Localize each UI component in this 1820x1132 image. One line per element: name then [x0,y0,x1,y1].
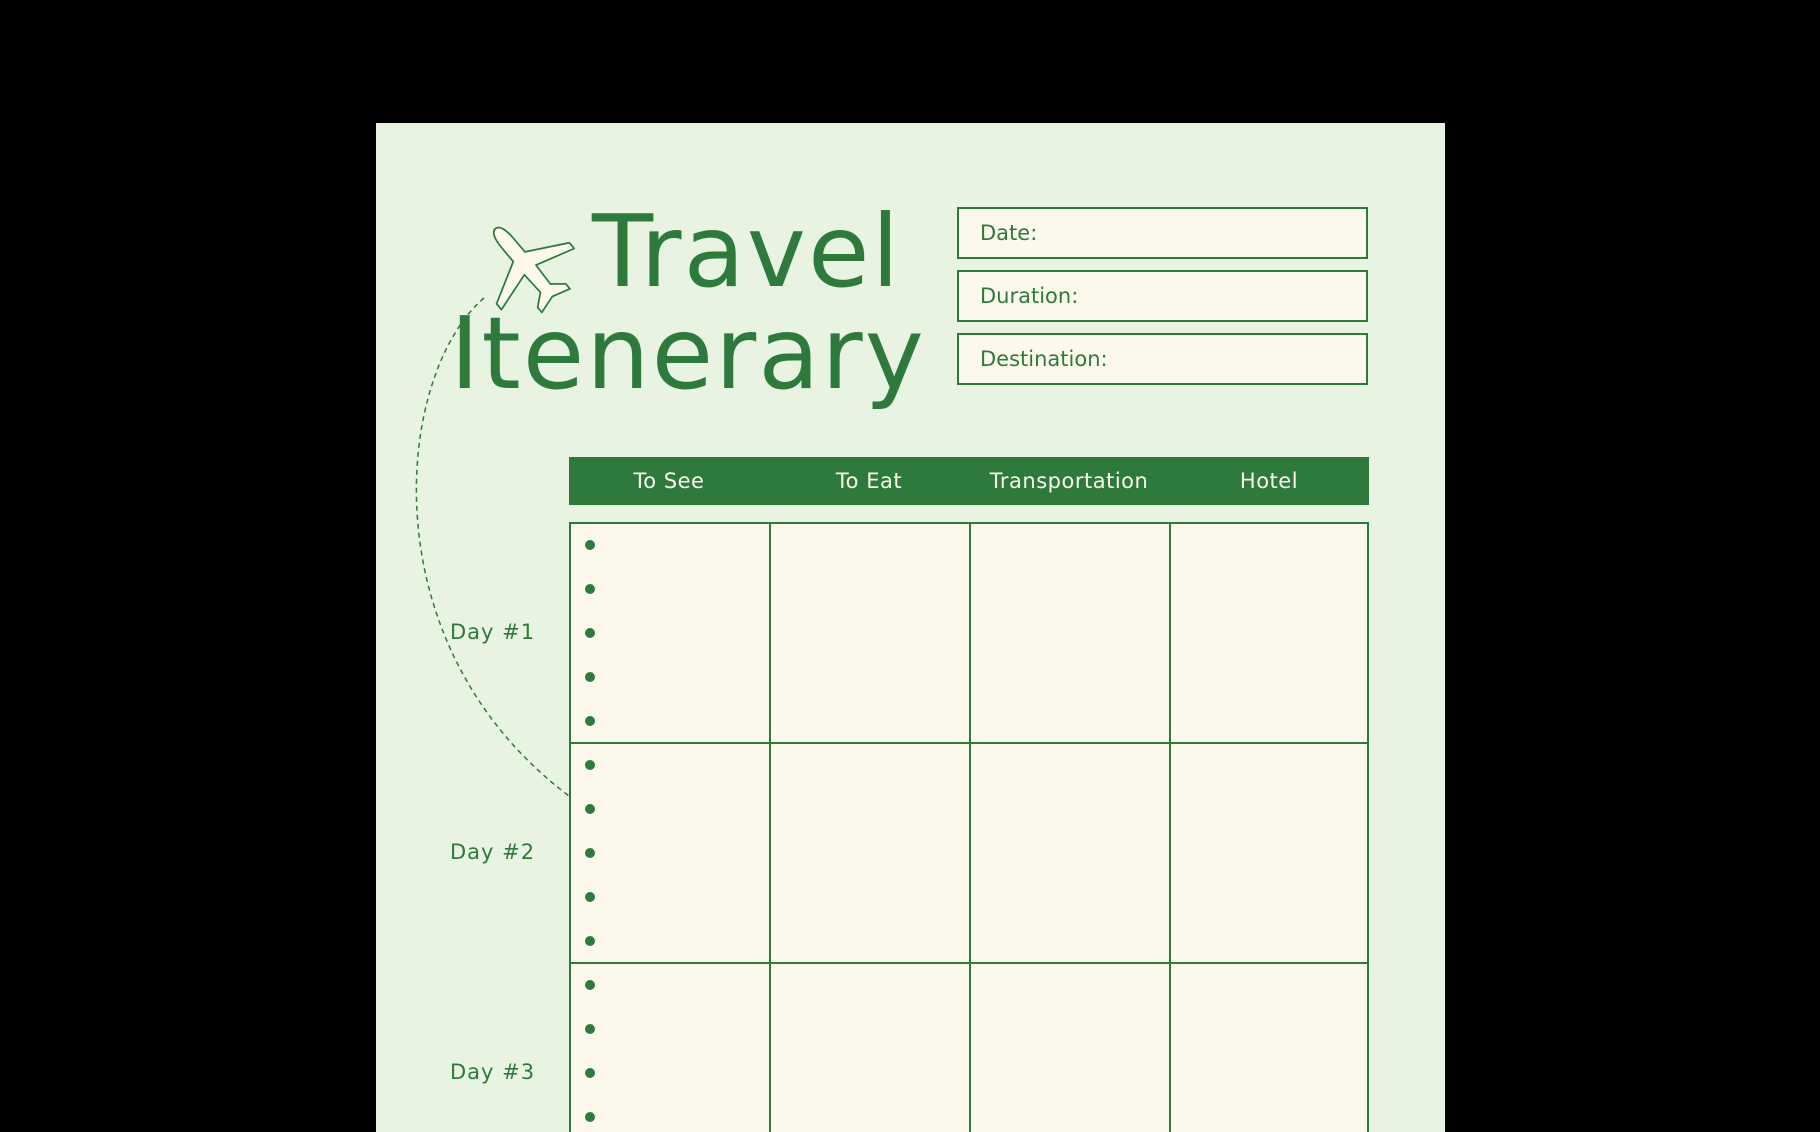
bullet-point [585,980,595,990]
bullet-point [585,936,595,946]
day-label-2: Day #2 [450,840,536,864]
bullet-point [585,1024,595,1034]
duration-field[interactable]: Duration: [957,270,1368,322]
bullet-point [585,540,595,550]
column-header-bar [569,457,1369,505]
bullet-point [585,672,595,682]
title-line-travel: Travel [592,193,902,310]
column-header-to-see: To See [633,469,705,493]
column-header-hotel: Hotel [1239,469,1299,493]
bullet-point [585,1112,595,1122]
bullet-point [585,892,595,902]
bullet-point [585,716,595,726]
bullet-point [585,760,595,770]
row-divider [571,742,1367,744]
bullet-point [585,628,595,638]
column-divider [969,524,971,1132]
column-header-transportation: Transportation [989,469,1149,493]
bullet-point [585,1068,595,1078]
title-line-itenerary: Itenerary [450,295,926,412]
itinerary-grid [569,522,1369,1132]
destination-field[interactable]: Destination: [957,333,1368,385]
itinerary-page [376,123,1445,1132]
day-label-1: Day #1 [450,620,536,644]
row-divider [571,962,1367,964]
column-divider [769,524,771,1132]
date-field[interactable]: Date: [957,207,1368,259]
column-header-to-eat: To Eat [835,469,903,493]
bullet-point [585,584,595,594]
bullet-point [585,804,595,814]
column-divider [1169,524,1171,1132]
bullet-point [585,848,595,858]
day-label-3: Day #3 [450,1060,536,1084]
